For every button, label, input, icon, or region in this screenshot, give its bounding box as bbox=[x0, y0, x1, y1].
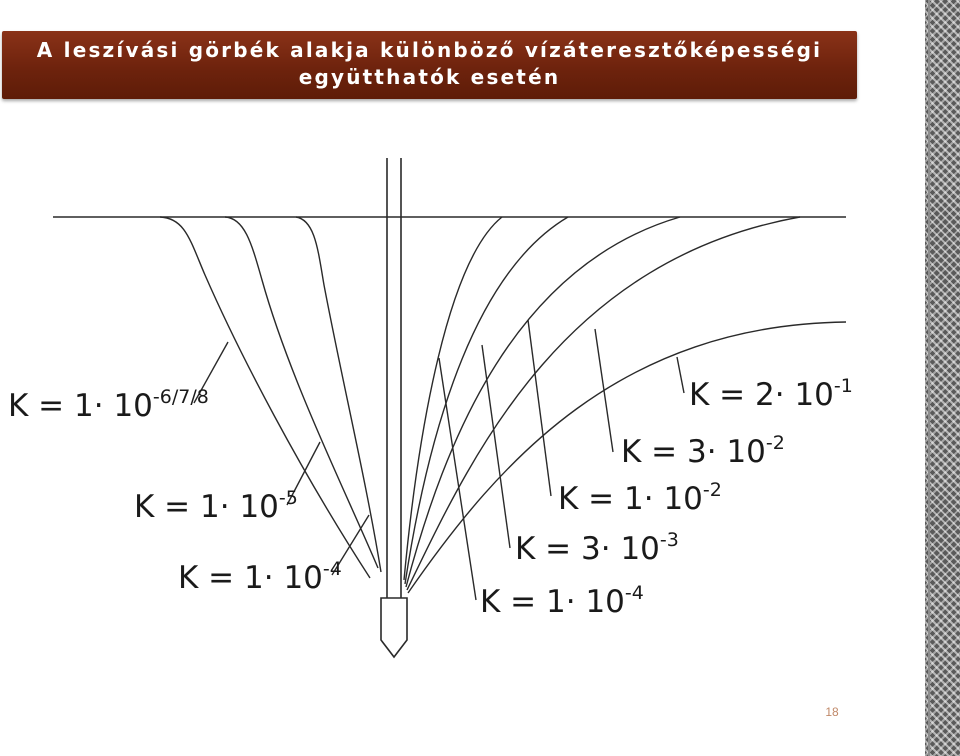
label-k-1e-678 bbox=[8, 386, 209, 424]
label-k-1e-2 bbox=[558, 479, 722, 517]
label-k-1e-2-exp: -2 bbox=[702, 479, 722, 501]
label-k-1e-5 bbox=[134, 487, 298, 525]
label-k-3e-2-base: K = 3· 10 bbox=[621, 434, 766, 470]
leader-k-1e-4-right bbox=[439, 358, 476, 600]
label-k-1e-2-base: K = 1· 10 bbox=[558, 481, 703, 517]
slide-title-line-2: együtthatók esetén bbox=[298, 65, 561, 89]
label-k-1e-678-base: K = 1· 10 bbox=[8, 388, 153, 424]
label-k-3e-3 bbox=[515, 529, 679, 567]
label-k-2e-1-exp: -1 bbox=[833, 375, 853, 397]
curve-right-k-1e-4 bbox=[404, 217, 502, 580]
label-k-1e-4-left-exp: -4 bbox=[322, 558, 342, 580]
label-k-2e-1 bbox=[689, 375, 853, 413]
leader-k-1e-2 bbox=[528, 320, 551, 496]
label-k-3e-2 bbox=[621, 432, 785, 470]
well-tip bbox=[381, 598, 407, 657]
slide-title-line-1: A leszívási görbék alakja különböző vízáteresztőképességi bbox=[36, 38, 823, 62]
label-k-3e-2-exp: -2 bbox=[765, 432, 785, 454]
label-k-1e-678-exp: -6/7/8 bbox=[152, 386, 209, 408]
decorative-side-strip bbox=[922, 0, 960, 756]
leader-k-3e-2 bbox=[595, 329, 613, 452]
label-k-1e-5-exp: -5 bbox=[278, 487, 298, 509]
label-k-1e-4-right-base: K = 1· 10 bbox=[480, 584, 625, 620]
curve-left-k-1e-4 bbox=[296, 217, 381, 572]
label-k-3e-3-base: K = 3· 10 bbox=[515, 531, 660, 567]
label-k-1e-4-left bbox=[178, 558, 342, 596]
leader-k-2e-1 bbox=[677, 357, 684, 393]
label-k-1e-4-right bbox=[480, 582, 644, 620]
label-k-2e-1-base: K = 2· 10 bbox=[689, 377, 834, 413]
label-k-1e-4-right-exp: -4 bbox=[624, 582, 644, 604]
label-k-1e-5-base: K = 1· 10 bbox=[134, 489, 279, 525]
label-k-1e-4-left-base: K = 1· 10 bbox=[178, 560, 323, 596]
page-number: 18 bbox=[825, 705, 839, 719]
leader-k-3e-3 bbox=[482, 345, 510, 548]
label-k-3e-3-exp: -3 bbox=[659, 529, 679, 551]
